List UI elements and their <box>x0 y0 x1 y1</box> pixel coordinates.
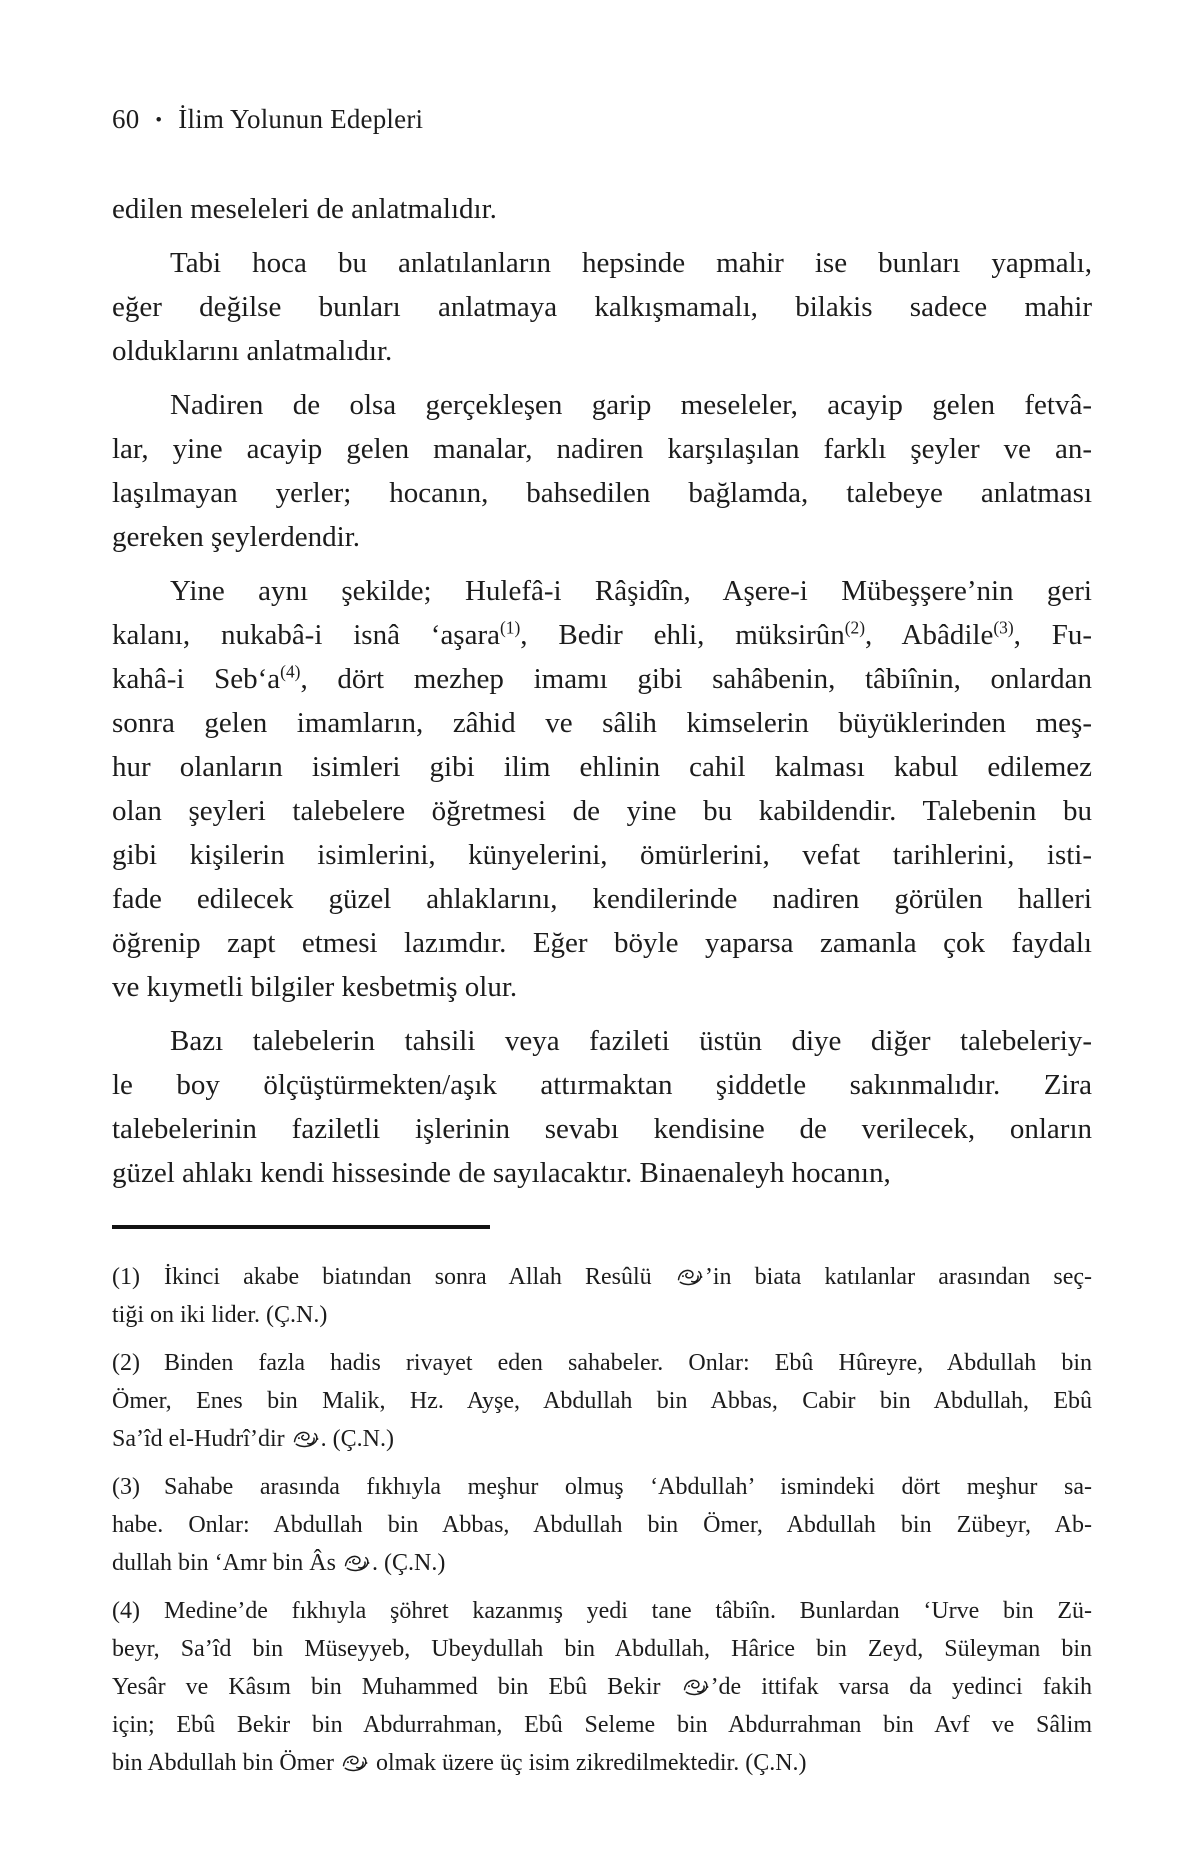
text-line: gibi kişilerin isimlerini, künyelerini, ömürlerini, vefat tarihlerini, isti- <box>112 839 1092 871</box>
footnotes-section <box>112 1258 1092 1782</box>
text-line: kalanı, nukabâ-i isnâ ‘aşara$^{(1)}$, Bedir ehli, müksirûn$^{(2)}$, Abâdile$^{(3)}$, Fu- <box>112 617 1092 651</box>
text-line: Sa’îd el-Hudrî’dir . (Ç.N.) <box>112 1426 394 1452</box>
text-line: tiği on iki lider. (Ç.N.) <box>112 1302 328 1328</box>
footnote-number: (1) <box>112 1264 140 1290</box>
text-line: le boy ölçüştürmekten/aşık attırmaktan şiddetle sakınmalıdır. Zira <box>112 1069 1092 1101</box>
text-line: (2) Binden fazla hadis rivayet eden sahabeler. Onlar: Ebû Hûreyre, Abdullah bin <box>112 1344 1092 1382</box>
text-line: sonra gelen imamların, zâhid ve sâlih kimselerin büyüklerinden meş- <box>112 707 1092 739</box>
text-line: Nadiren de olsa gerçekleşen garip meseleler, acayip gelen fetvâ- <box>170 389 1092 421</box>
text-line: Tabi hoca bu anlatılanların hepsinde mahir ise bunları yapmalı, <box>170 247 1092 279</box>
text-line: Ömer, Enes bin Malik, Hz. Ayşe, Abdullah bin Abbas, Cabir bin Abdullah, Ebû <box>112 1388 1092 1414</box>
text-line: fade edilecek güzel ahlaklarını, kendilerinde nadiren görülen halleri <box>112 883 1092 915</box>
running-title: İlim Yolunun Edepleri <box>178 104 424 134</box>
body-paragraph <box>112 383 1092 559</box>
text-line: talebelerinin faziletli işlerinin sevabı kendisine de verilecek, onların <box>112 1113 1092 1145</box>
text-line: (1) İkinci akabe biatından sonra Allah Resûlü ’in biata katılanlar arasından seç- <box>112 1258 1092 1296</box>
text-line: olduklarını anlatmalıdır. <box>112 335 393 367</box>
text-line: habe. Onlar: Abdullah bin Abbas, Abdullah bin Ömer, Abdullah bin Zübeyr, Ab- <box>112 1512 1092 1538</box>
body-paragraph <box>112 187 1092 231</box>
radiyallahu-anhum-icon <box>681 1676 711 1698</box>
footnote <box>112 1592 1092 1782</box>
footnote <box>112 1258 1092 1334</box>
footnote-marker: (3) <box>993 617 1014 638</box>
text-line: edilen meseleleri de anlatmalıdır. <box>112 193 497 225</box>
text-line: olan şeyleri talebelere öğretmesi de yine bu kabildendir. Talebenin bu <box>112 795 1092 827</box>
text-line: Yine aynı şekilde; Hulefâ-i Râşidîn, Aşere-i Mübeşşere’nin geri <box>170 575 1092 607</box>
text-line: öğrenip zapt etmesi lazımdır. Eğer böyle yaparsa zamanla çok faydalı <box>112 927 1092 959</box>
radiyallahu-anhum-icon <box>340 1752 370 1774</box>
text-line: güzel ahlakı kendi hissesinde de sayılacaktır. Binaenaleyh hocanın, <box>112 1157 891 1189</box>
footnote-marker: (4) <box>280 661 301 682</box>
text-line: (3) Sahabe arasında fıkhıyla meşhur olmuş ‘Abdullah’ ismindeki dört meşhur sa- <box>112 1468 1092 1506</box>
header-bullet-icon: • <box>155 110 163 131</box>
text-line: (4) Medine’de fıkhıyla şöhret kazanmış yedi tane tâbiîn. Bunlardan ‘Urve bin Zü- <box>112 1592 1092 1630</box>
footnote-marker: (1) <box>500 617 521 638</box>
text-line: hur olanların isimleri gibi ilim ehlinin cahil kalması kabul edilemez <box>112 751 1092 783</box>
text-line: beyr, Sa’îd bin Müseyyeb, Ubeydullah bin Abdullah, Hârice bin Zeyd, Süleyman bin <box>112 1636 1092 1662</box>
footnote <box>112 1468 1092 1582</box>
page-number: 60 <box>112 104 140 134</box>
footnote-marker: (2) <box>844 617 866 638</box>
text-line: Yesâr ve Kâsım bin Muhammed bin Ebû Bekir ’de ittifak varsa da yedinci fakih <box>112 1674 1092 1700</box>
body-text <box>112 187 1092 1195</box>
text-line: laşılmayan yerler; hocanın, bahsedilen bağlamda, talebeye anlatması <box>112 477 1092 509</box>
footnote-number: (4) <box>112 1598 140 1624</box>
sallallahu-aleyhi-vesellem-icon <box>675 1266 705 1288</box>
footnote-number: (3) <box>112 1474 140 1500</box>
footnote-separator-rule <box>112 1225 490 1229</box>
text-line: kahâ-i Seb‘a$^{(4)}$, dört mezhep imamı gibi sahâbenin, tâbiînin, onlardan <box>112 661 1092 695</box>
footnote <box>112 1344 1092 1458</box>
radiyallahu-anhum-icon <box>291 1428 321 1450</box>
body-paragraph <box>112 569 1092 1009</box>
text-line: eğer değilse bunları anlatmaya kalkışmamalı, bilakis sadece mahir <box>112 291 1092 323</box>
text-line: gereken şeylerdendir. <box>112 521 361 553</box>
text-line: bin Abdullah bin Ömer olmak üzere üç isim zikredilmektedir. (Ç.N.) <box>112 1750 807 1776</box>
text-line: lar, yine acayip gelen manalar, nadiren karşılaşılan farklı şeyler ve an- <box>112 433 1092 465</box>
text-line: için; Ebû Bekir bin Abdurrahman, Ebû Seleme bin Abdurrahman bin Avf ve Sâlim <box>112 1712 1092 1738</box>
radiyallahu-anhum-icon <box>342 1552 372 1574</box>
page-header <box>112 0 1092 137</box>
text-line: Bazı talebelerin tahsili veya fazileti üstün diye diğer talebeleriy- <box>170 1025 1092 1057</box>
footnote-number: (2) <box>112 1350 140 1376</box>
body-paragraph <box>112 1019 1092 1195</box>
text-line: dullah bin ‘Amr bin Âs . (Ç.N.) <box>112 1550 446 1576</box>
text-line: ve kıymetli bilgiler kesbetmiş olur. <box>112 971 518 1003</box>
body-paragraph <box>112 241 1092 373</box>
